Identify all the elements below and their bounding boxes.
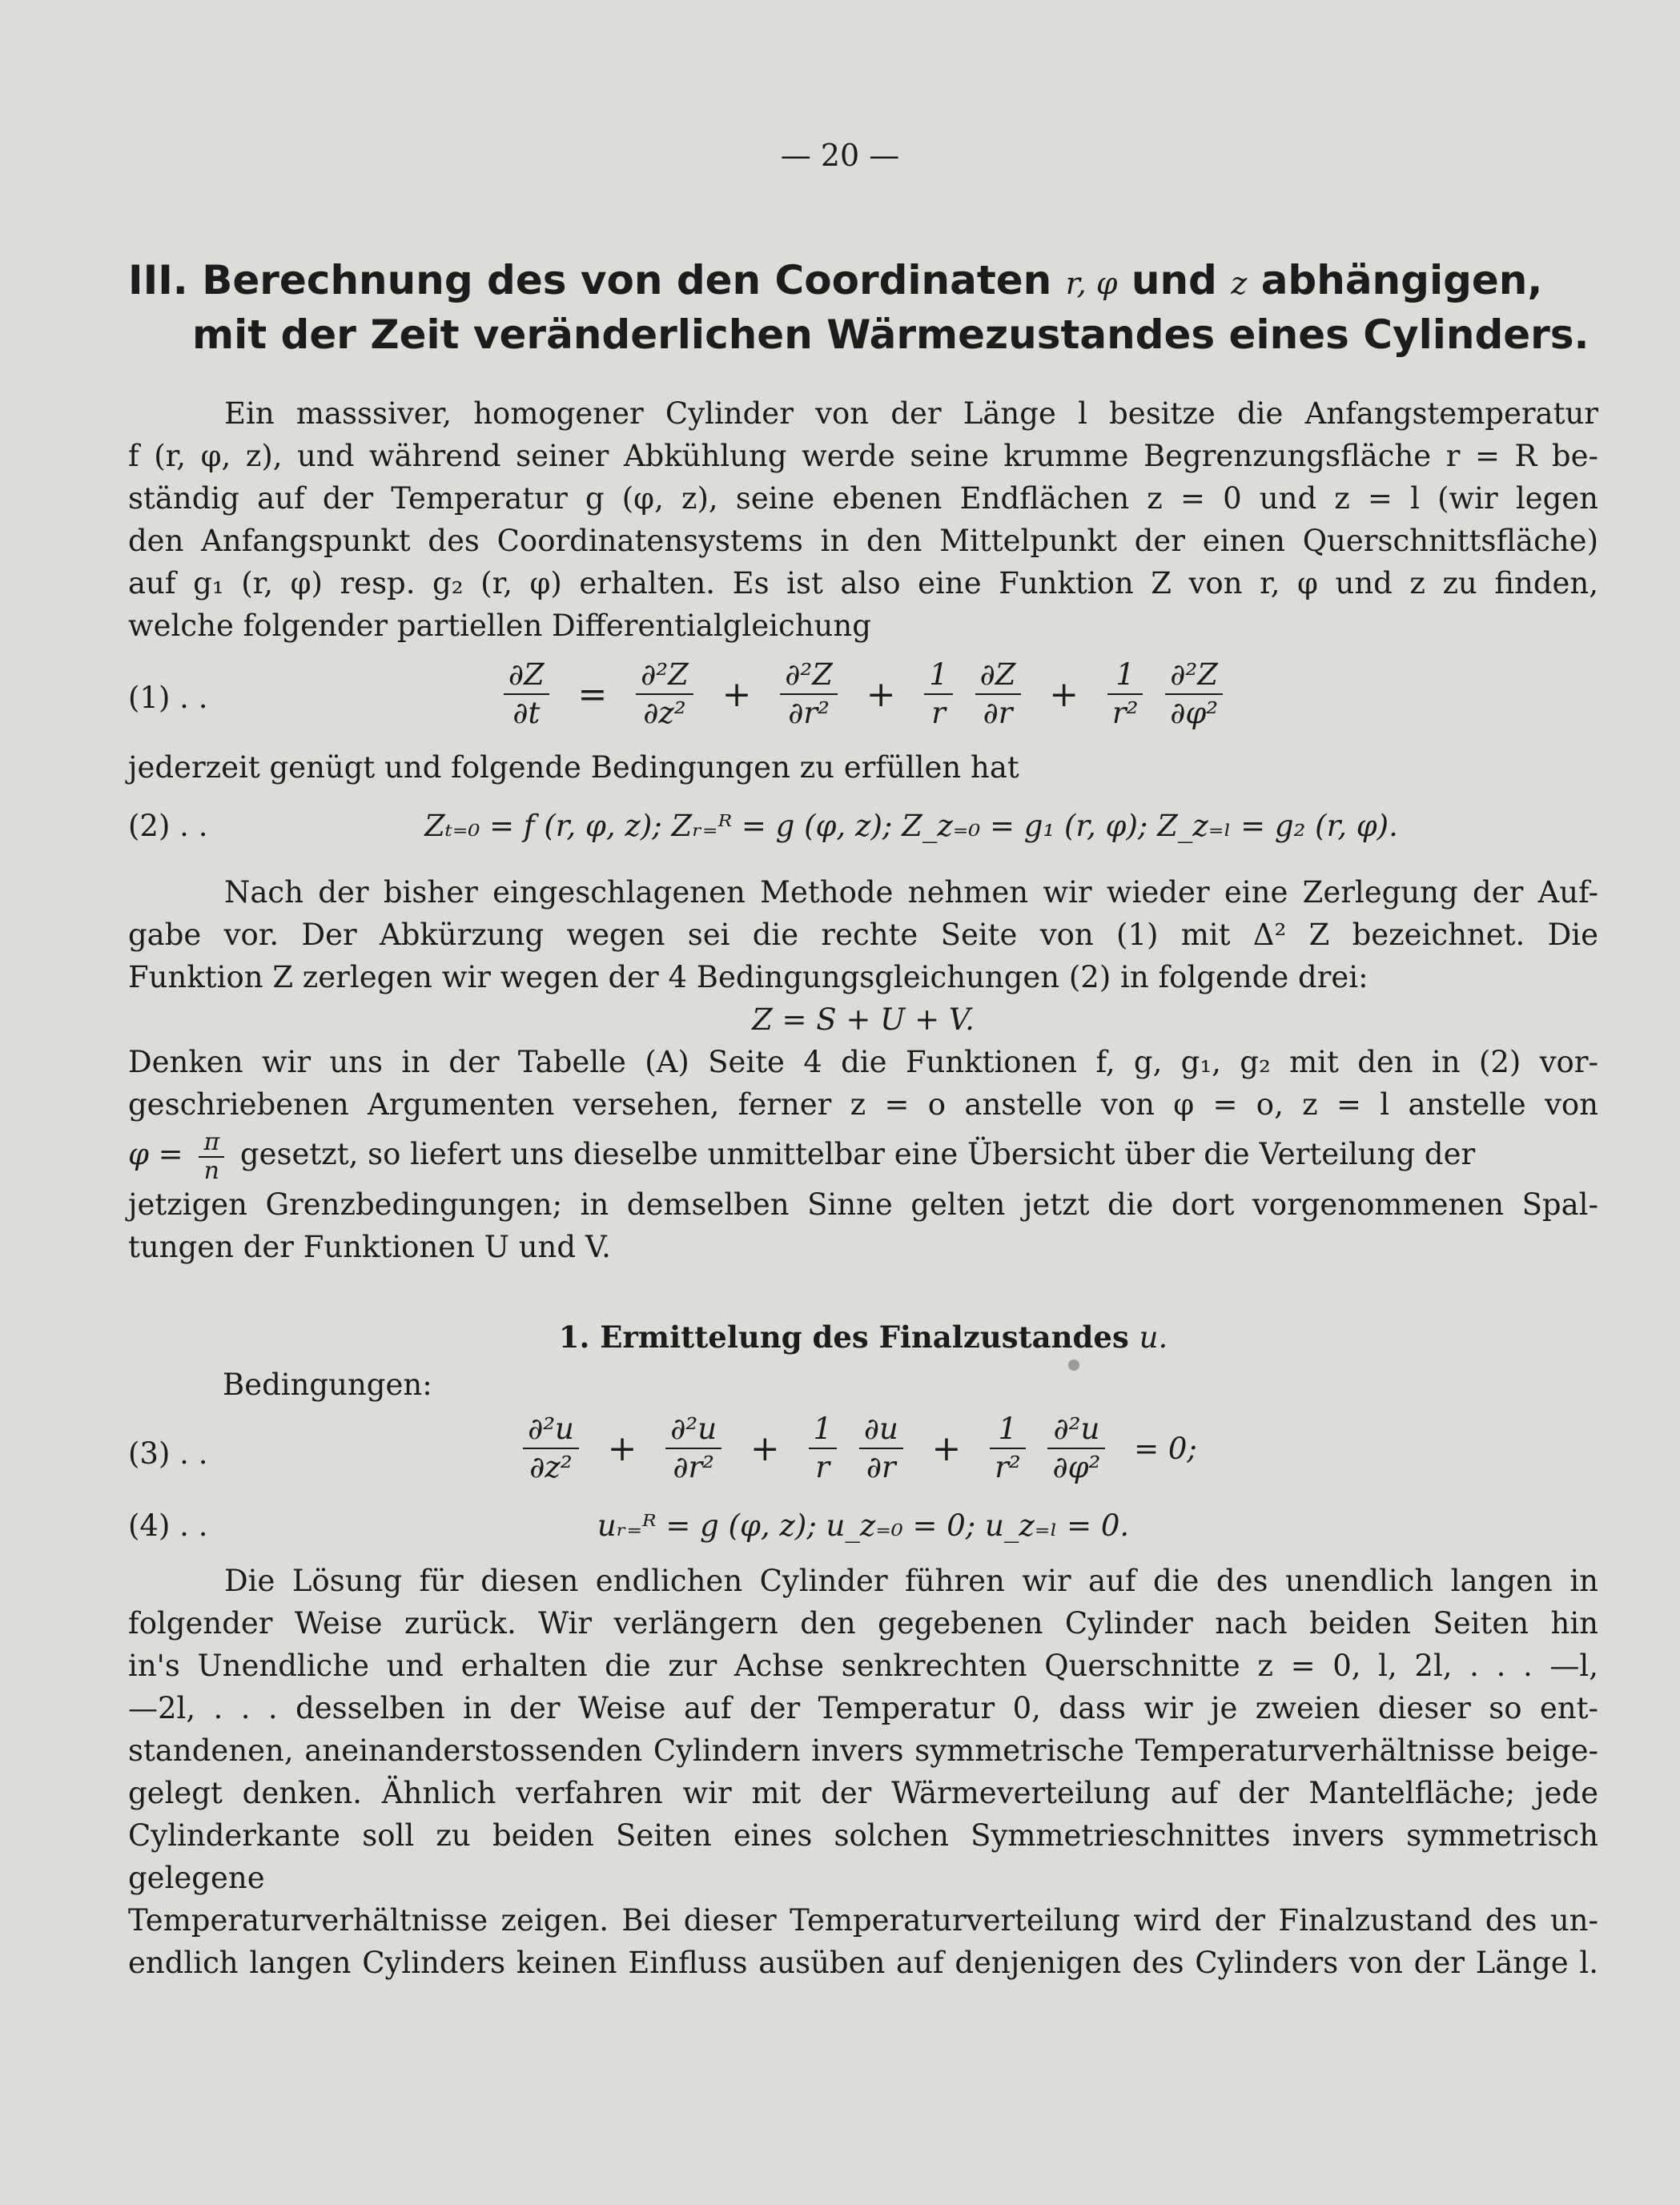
p4-line6: gelegt denken. Ähnlich verfahren wir mit der Wärmeverteilung auf der Mantelfläche; jede [128,1776,1598,1810]
eq1-term1 [504,657,549,732]
p4-line3: in's Unendliche und erhalten die zur Achse senkrechten Querschnitte z = 0, l, 2l, . . . —l, [128,1649,1598,1683]
p4-line5: standenen, aneinanderstossenden Cylindern invers symmetrische Temperaturverhältnisse beige- [128,1733,1598,1768]
eq1-t1-num: ∂Z [508,657,545,692]
p4-line9: endlich langen Cylinders keinen Einfluss ausüben auf denjenigen des Cylinders von der Länge l. [128,1946,1598,1980]
p1-line6: welche folgender partiellen Differentialgleichung [128,608,871,643]
equation-3-body [128,1411,1598,1486]
eq3-rhs: = 0; [1134,1431,1197,1466]
p1-line4: den Anfangspunkt des Coordinatensystems in den Mittelpunkt der einen Querschnittsfläche) [128,524,1598,558]
eq3-t4-coef-num: 1 [998,1412,1018,1446]
eq3-term1 [523,1411,579,1486]
p3-phi-equals: φ = [128,1137,183,1171]
p4-line1: Die Lösung für diesen endlichen Cylinder führen wir auf die des unendlich langen in [224,1564,1598,1598]
equation-1 [128,657,1598,737]
eq3-plus-2: + [750,1428,780,1469]
eq3-t3-coef-num: 1 [813,1412,833,1446]
eq3-t3-den: ∂r [859,1448,903,1486]
eq1-t3-num: ∂²Z [785,657,833,692]
eq1-equals: = [577,673,608,715]
eq1-plus-2: + [866,673,896,715]
paragraph-1 [128,392,1598,647]
eq1-term5-coef [1107,657,1143,732]
section-title [128,255,1610,360]
eq1-plus-3: + [1049,673,1079,715]
section-title-line2: mit der Zeit veränderlichen Wärmezustandes eines Cylinders. [192,311,1590,358]
p3-line6: geschriebenen Argumenten versehen, ferner z = o anstelle von φ = o, z = l anstelle von [128,1087,1598,1122]
page-number: — 20 — [780,138,900,173]
p3-pi-over-n [199,1129,224,1185]
p4-line8: Temperaturverhältnisse zeigen. Bei dieser Temperaturverteilung wird der Finalzustand des un- [128,1903,1598,1938]
equation-1-body [128,657,1598,732]
eq3-t4-num: ∂²u [1053,1412,1100,1446]
eq3-t3-coef-den: r [809,1448,838,1486]
p3-line5: Denken wir uns in der Tabelle (A) Seite 4 die Funktionen f, g, g₁, g₂ mit den in (2) vor- [128,1045,1598,1079]
p3-line8: jetzigen Grenzbedingungen; in demselben Sinne gelten jetzt die dort vorgenommenen Spal- [128,1187,1598,1222]
eq1-term4-coef [924,657,953,732]
eq1-plus-1: + [721,673,752,715]
p3-line7-text: gesetzt, so liefert uns dieselbe unmittelbar eine Übersicht über die Verteilung der [239,1137,1476,1171]
eq3-term4-coef [990,1411,1026,1486]
eq1-t1-den: ∂t [504,693,549,732]
eq1-t2-num: ∂²Z [641,657,689,692]
p3-line9: tungen der Funktionen U und V. [128,1230,611,1264]
eq1-t4-coef-den: r [924,693,953,732]
p3-line7 [128,1126,1598,1183]
eq1-t2-den: ∂z² [636,693,693,732]
p3-pi: π [203,1127,220,1156]
eq3-t1-den: ∂z² [523,1448,579,1486]
subsection-title-text: 1. Ermittelung des Finalzustandes [558,1319,1139,1355]
equation-2-body: Zₜ₌₀ = f (r, φ, z); Zᵣ₌ᴿ = g (φ, z); Z_z₌₀ = g₁ (r, φ); Z_z₌ₗ = g₂ (r, φ). [424,809,1398,843]
eq1-t4-coef-num: 1 [929,657,948,692]
eq1-t4-num: ∂Z [979,657,1016,692]
equation-4 [128,1508,1598,1556]
eq3-term3 [859,1411,903,1486]
eq3-t2-num: ∂²u [670,1412,717,1446]
eq3-t4-coef-den: r² [990,1448,1026,1486]
equation-2-number: (2) . . [128,809,208,843]
paragraph-3 [128,871,1598,1268]
conditions-label: Bedingungen: [223,1368,432,1402]
section-title-part-c: abhängigen, [1247,257,1543,303]
eq1-term4 [975,657,1021,732]
eq1-t4-den: ∂r [975,693,1021,732]
p3-line1: Nach der bisher eingeschlagenen Methode nehmen wir wieder eine Zerlegung der Auf- [224,875,1598,910]
p3-line2: gabe vor. Der Abkürzung wegen sei die rechte Seite von (1) mit Δ² Z bezeichnet. Die [128,918,1598,952]
eq3-term3-coef [809,1411,838,1486]
eq3-t4-den: ∂φ² [1047,1448,1105,1486]
paragraph-4 [128,1560,1598,1984]
eq1-t5-den: ∂φ² [1165,693,1223,732]
section-title-part-b: und [1117,257,1232,303]
p1-line5: auf g₁ (r, φ) resp. g₂ (r, φ) erhalten. Es ist also eine Funktion Z von r, φ und z zu finden, [128,566,1599,600]
eq1-t5-coef-num: 1 [1115,657,1135,692]
eq1-t3-den: ∂r² [780,693,838,732]
equation-4-body: uᵣ₌ᴿ = g (φ, z); u_z₌₀ = 0; u_z₌ₗ = 0. [597,1508,1130,1543]
eq3-t1-num: ∂²u [528,1412,574,1446]
p1-line1: Ein masssiver, homogener Cylinder von der Länge l besitze die Anfangstemperatur [224,396,1598,431]
equation-1-number: (1) . . [128,681,208,715]
eq1-term3 [780,657,838,732]
section-title-vars: r, φ [1065,266,1118,301]
p2-line1: jederzeit genügt und folgende Bedingungen zu erfüllen hat [128,750,1019,785]
eq3-t3-num: ∂u [863,1412,898,1446]
equation-3 [128,1411,1598,1491]
p3-line4-equation: Z = S + U + V. [752,1002,975,1037]
eq3-term2 [665,1411,721,1486]
p4-line7: Cylinderkante soll zu beiden Seiten eines solchen Symmetrieschnittes invers symmetrisch gelegene [128,1818,1598,1895]
p3-n: n [199,1156,224,1185]
eq1-term5 [1165,657,1223,732]
subsection-title [128,1319,1598,1355]
p1-line3: ständig auf der Temperatur g (φ, z), seine ebenen Endflächen z = 0 und z = l (wir legen [128,481,1598,516]
paragraph-2 [128,746,1598,789]
p1-line2: f (r, φ, z), und während seiner Abkühlung werde seine krumme Begrenzungsfläche r = R be- [128,439,1598,473]
eq3-t2-den: ∂r² [665,1448,721,1486]
p3-line3: Funktion Z zerlegen wir wegen der 4 Bedingungsgleichungen (2) in folgende drei: [128,960,1369,994]
equation-4-number: (4) . . [128,1508,208,1543]
eq3-term4 [1047,1411,1105,1486]
eq1-t5-num: ∂²Z [1170,657,1218,692]
equation-3-number: (3) . . [128,1436,208,1471]
p4-line2: folgender Weise zurück. Wir verlängern den gegebenen Cylinder nach beiden Seiten hin [128,1606,1598,1641]
eq3-plus-1: + [607,1428,637,1469]
eq1-t5-coef-den: r² [1107,693,1143,732]
section-title-var-z: z [1231,266,1248,301]
eq3-plus-3: + [931,1428,962,1469]
ink-smudge [1068,1360,1079,1371]
subsection-title-var: u. [1139,1320,1168,1355]
equation-2 [128,809,1598,857]
eq1-term2 [636,657,693,732]
p4-line4: —2l, . . . desselben in der Weise auf der Temperatur 0, dass wir je zweien dieser so ent- [128,1691,1598,1725]
section-title-part-a: III. Berechnung des von den Coordinaten [128,257,1066,303]
